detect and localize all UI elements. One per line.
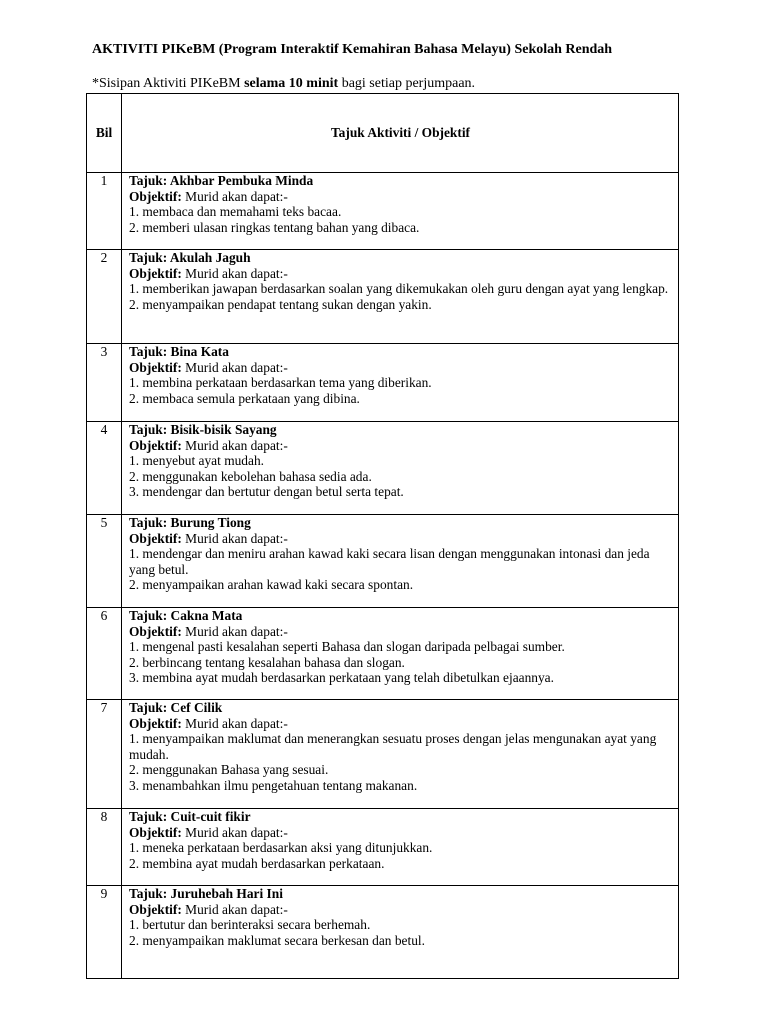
row-number: 3 [87,344,122,422]
row-number: 5 [87,515,122,608]
objective-item: 2. berbincang tentang kesalahan bahasa dan slogan. [129,654,405,670]
objective-text: Murid akan dapat:- [181,824,288,840]
objective-line [129,902,672,918]
row-content [122,886,679,979]
document-title: AKTIVITI PIKeBM (Program Interaktif Kemahiran Bahasa Melayu) Sekolah Rendah [92,42,613,57]
row-content [122,422,679,515]
objective-item: 1. mendengar dan meniru arahan kawad kaki secara lisan dengan menggunakan intonasi dan jeda yang betul. [129,546,650,577]
objective-label: Objektif: [129,359,182,375]
objective-item: 3. membina ayat mudah berdasarkan perkataan yang telah dibetulkan ejaannya. [129,670,554,685]
activity-title: Tajuk: Burung Tiong [129,515,251,530]
row-content [122,515,679,608]
activity-table [86,93,679,979]
activity-title: Tajuk: Cef Cilik [129,700,223,715]
activity-title: Tajuk: Cakna Mata [129,608,243,623]
objective-item: 1. memberikan jawapan berdasarkan soalan yang dikemukakan oleh guru dengan ayat yang lengkap. [129,281,669,296]
objective-line [129,716,672,732]
objective-item: 1. menyebut ayat mudah. [129,453,264,468]
table-row [87,700,679,809]
row-content [122,344,679,422]
objective-item: 3. mendengar dan bertutur dengan betul serta tepat. [129,484,404,499]
table-header-row [87,94,679,173]
objective-item: 2. membina ayat mudah berdasarkan perkataan. [129,855,385,871]
objective-item: 2. menyampaikan pendapat tentang sukan dengan yakin. [129,296,432,312]
activity-title: Tajuk: Akulah Jaguh [129,250,251,265]
row-content [122,809,679,886]
objective-label: Objektif: [129,623,182,639]
subtitle-suffix: bagi setiap perjumpaan. [338,76,476,91]
row-number: 6 [87,608,122,700]
table-row [87,515,679,608]
row-content [122,250,679,344]
objective-label: Objektif: [129,530,182,546]
objective-item: 1. menyampaikan maklumat dan menerangkan sesuatu proses dengan jelas mengunakan ayat yang mudah. [129,731,657,762]
objective-text: Murid akan dapat:- [181,530,288,546]
header-bil: Bil [87,94,122,173]
objective-item: 2. menyampaikan maklumat secara berkesan dan betul. [129,932,425,948]
objective-line [129,189,672,205]
activity-title: Tajuk: Bisik-bisik Sayang [129,422,277,437]
objective-label: Objektif: [129,715,182,731]
document-subtitle [92,76,475,92]
row-number: 4 [87,422,122,515]
activity-title: Tajuk: Bina Kata [129,344,229,359]
objective-item: 2. memberi ulasan ringkas tentang bahan yang dibaca. [129,219,420,235]
objective-line [129,360,672,376]
subtitle-prefix: *Sisipan Aktiviti PIKeBM [92,76,245,91]
objective-text: Murid akan dapat:- [181,437,288,453]
objective-line [129,531,672,547]
objective-text: Murid akan dapat:- [181,265,288,281]
objective-item: 1. membaca dan memahami teks bacaa. [129,204,342,219]
objective-item: 1. mengenal pasti kesalahan seperti Bahasa dan slogan daripada pelbagai sumber. [129,639,565,654]
row-content [122,173,679,250]
row-content [122,608,679,700]
objective-item: 1. membina perkataan berdasarkan tema yang diberikan. [129,375,432,390]
table-row [87,173,679,250]
objective-line [129,624,672,640]
header-tajuk: Tajuk Aktiviti / Objektif [122,94,679,173]
objective-item: 1. meneka perkataan berdasarkan aksi yang ditunjukkan. [129,840,433,855]
objective-label: Objektif: [129,188,182,204]
activity-title: Tajuk: Akhbar Pembuka Minda [129,173,314,188]
objective-item: 1. bertutur dan berinteraksi secara berhemah. [129,917,371,932]
objective-item: 2. menggunakan kebolehan bahasa sedia ada. [129,468,372,484]
table-row [87,809,679,886]
table-row [87,886,679,979]
objective-item: 2. menyampaikan arahan kawad kaki secara spontan. [129,577,414,592]
objective-line [129,266,672,282]
objective-text: Murid akan dapat:- [181,901,288,917]
activity-title: Tajuk: Cuit-cuit fikir [129,809,251,824]
objective-item: 2. membaca semula perkataan yang dibina. [129,390,360,406]
row-number: 2 [87,250,122,344]
subtitle-duration: selama 10 minit [244,76,339,91]
objective-text: Murid akan dapat:- [181,359,288,375]
objective-line [129,438,672,454]
row-number: 9 [87,886,122,979]
row-number: 7 [87,700,122,809]
row-content [122,700,679,809]
objective-item: 2. menggunakan Bahasa yang sesuai. [129,762,329,777]
objective-label: Objektif: [129,824,182,840]
objective-text: Murid akan dapat:- [181,188,288,204]
objective-label: Objektif: [129,901,182,917]
row-number: 8 [87,809,122,886]
objective-item: 3. menambahkan ilmu pengetahuan tentang makanan. [129,777,418,793]
table-row [87,250,679,344]
objective-text: Murid akan dapat:- [181,623,288,639]
table-row [87,608,679,700]
objective-label: Objektif: [129,265,182,281]
activity-title: Tajuk: Juruhebah Hari Ini [129,886,283,901]
table-row [87,344,679,422]
table-row [87,422,679,515]
row-number: 1 [87,173,122,250]
objective-line [129,825,672,841]
objective-label: Objektif: [129,437,182,453]
objective-text: Murid akan dapat:- [181,715,288,731]
